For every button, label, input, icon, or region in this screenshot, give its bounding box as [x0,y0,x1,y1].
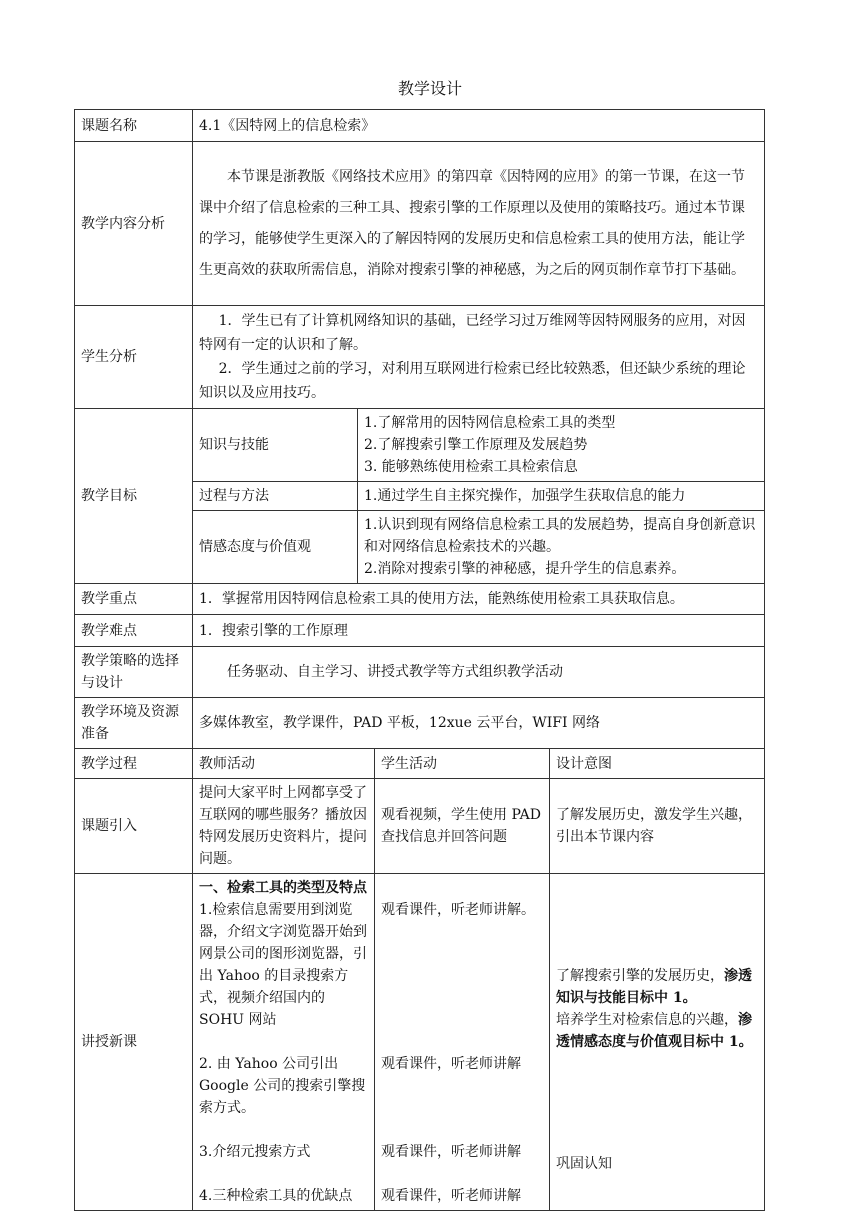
page-title: 教学设计 [397,79,462,98]
difficulty-label: 教学难点 [75,615,193,647]
objectives-label: 教学目标 [75,409,193,584]
process-header-teacher: 教师活动 [193,749,375,779]
row-student-analysis [75,306,765,409]
key-point-label: 教学重点 [75,584,193,615]
row-strategy [75,647,765,698]
intro-teacher: 提问大家平时上网都享受了互联网的哪些服务？播放因特网发展历史资料片，提问问题。 [193,779,375,874]
objective-knowledge-items [358,409,765,482]
new-lesson-teacher [193,874,375,1211]
student-analysis-p1: 1．学生已有了计算机网络知识的基础，已经学习过万维网等因特网服务的应用，对因特网有一定的认识和了解。 [199,313,746,353]
new-lesson-intent-3: 巩固认知 [556,1156,612,1172]
row-intro [75,779,765,874]
process-header-intent: 设计意图 [550,749,765,779]
row-course-name [75,110,765,142]
new-lesson-teacher-step: 2. 由 Yahoo 公司引出 Google 公司的搜索引擎搜索方式。 [199,1056,366,1116]
row-new-lesson [75,874,765,1211]
new-lesson-intent [550,874,765,1211]
content-analysis-label: 教学内容分析 [75,142,193,306]
lesson-plan-table [74,109,765,1211]
new-lesson-teacher-step: 1.检索信息需要用到浏览器，介绍文字浏览器开始到网景公司的图形浏览器，引出 Yahoo 的目录搜索方式，视频介绍国内的 SOHU 网站 [199,902,367,1028]
objective-knowledge-item: 2.了解搜索引擎工作原理及发展趋势 [364,437,588,453]
new-lesson-student-step: 观看课件，听老师讲解 [381,1144,521,1160]
row-environment [75,698,765,749]
objective-attitude-item: 1.认识到现有网络信息检索工具的发展趋势，提高自身创新意识和对网络信息检索技术的兴趣。 [364,517,756,555]
row-content-analysis [75,142,765,306]
new-lesson-teacher-step: 4.三种检索工具的优缺点 [199,1188,353,1204]
objective-process-item: 1.通过学生自主探究操作，加强学生获取信息的能力 [358,482,765,511]
process-header-student: 学生活动 [375,749,550,779]
row-objective-knowledge [75,409,765,482]
environment-value: 多媒体教室，教学课件，PAD 平板，12xue 云平台，WIFI 网络 [193,698,765,749]
course-name-value: 4.1《因特网上的信息检索》 [193,110,765,142]
objective-attitude-label: 情感态度与价值观 [193,511,358,584]
new-lesson-student-step: 观看课件，听老师讲解 [381,1188,521,1204]
process-header-stage: 教学过程 [75,749,193,779]
objective-knowledge-item: 1.了解常用的因特网信息检索工具的类型 [364,415,616,431]
row-process-header [75,749,765,779]
student-analysis-value [193,306,765,409]
new-lesson-student-step: 观看课件，听老师讲解。 [381,902,535,918]
objective-process-label: 过程与方法 [193,482,358,511]
new-lesson-teacher-heading: 一、检索工具的类型及特点 [199,880,367,896]
student-analysis-p2: 2．学生通过之前的学习，对利用互联网进行检索已经比较熟悉，但还缺少系统的理论知识以及应用技巧。 [199,361,746,401]
new-lesson-intent-1: 了解搜索引擎的发展历史，渗透知识与技能目标中 1。 [556,968,752,1006]
new-lesson-student [375,874,550,1211]
new-lesson-label: 讲授新课 [75,874,193,1211]
objective-knowledge-label: 知识与技能 [193,409,358,482]
objective-attitude-item: 2.消除对搜索引擎的神秘感，提升学生的信息素养。 [364,561,686,577]
student-analysis-label: 学生分析 [75,306,193,409]
objective-knowledge-item: 3. 能够熟练使用检索工具检索信息 [364,459,578,475]
strategy-label: 教学策略的选择与设计 [75,647,193,698]
course-name-label: 课题名称 [75,110,193,142]
new-lesson-teacher-step: 3.介绍元搜索方式 [199,1144,311,1160]
difficulty-value: 1．搜索引擎的工作原理 [193,615,765,647]
new-lesson-student-step: 观看课件，听老师讲解 [381,1056,521,1072]
intro-label: 课题引入 [75,779,193,874]
strategy-value: 任务驱动、自主学习、讲授式教学等方式组织教学活动 [193,647,765,698]
environment-label: 教学环境及资源准备 [75,698,193,749]
content-analysis-value: 本节课是浙教版《网络技术应用》的第四章《因特网的应用》的第一节课，在这一节课中介绍了信息检索的三种工具、搜索引擎的工作原理以及使用的策略技巧。通过本节课的学习，能够使学生更深入的了解因特网的发展历史和信息检索工具的使用方法，能让学生更高效的获取所需信息，消除对搜索引擎的神秘感，为之后的网页制作章节打下基础。 [193,142,765,306]
objective-attitude-items [358,511,765,584]
intro-student: 观看视频，学生使用 PAD 查找信息并回答问题 [375,779,550,874]
new-lesson-intent-2: 培养学生对检索信息的兴趣，渗透情感态度与价值观目标中 1。 [556,1012,753,1050]
row-key-point [75,584,765,615]
row-difficulty [75,615,765,647]
key-point-value: 1．掌握常用因特网信息检索工具的使用方法，能熟练使用检索工具获取信息。 [193,584,765,615]
intro-intent: 了解发展历史，激发学生兴趣，引出本节课内容 [550,779,765,874]
